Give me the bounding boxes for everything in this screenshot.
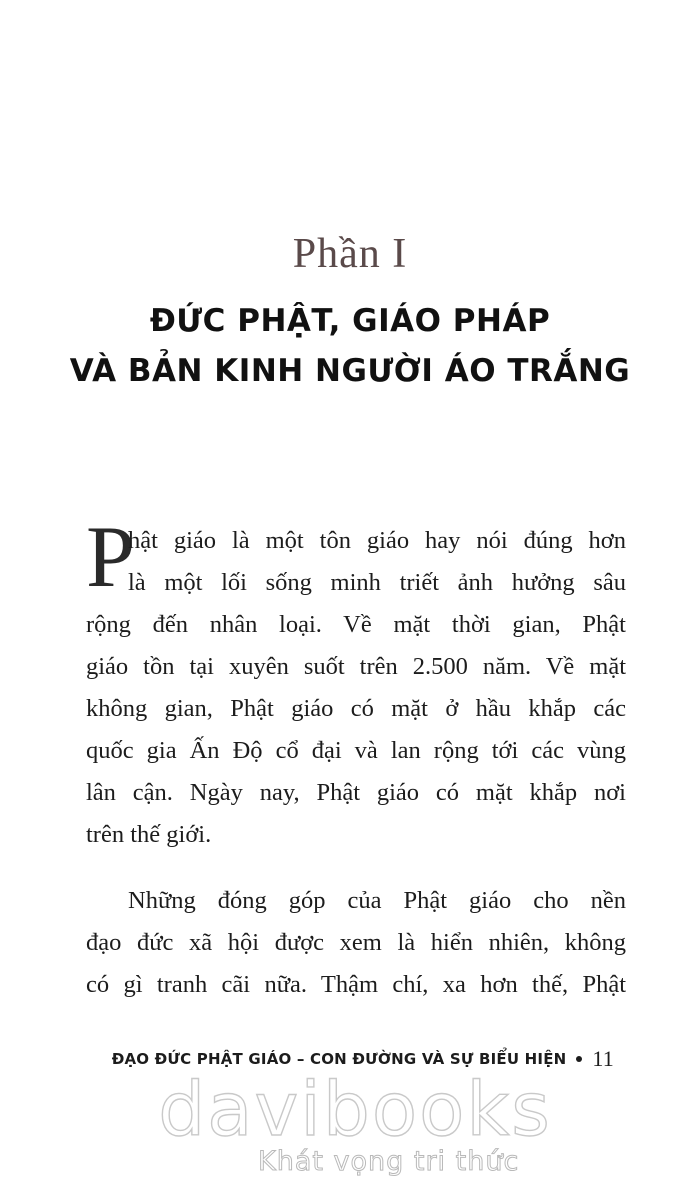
paragraph-line: đạo đức xã hội được xem là hiển nhiên, không: [86, 929, 626, 956]
paragraph-line: không gian, Phật giáo có mặt ở hầu khắp các: [86, 695, 626, 722]
paragraph-line: có gì tranh cãi nữa. Thậm chí, xa hơn thế, Phật: [86, 971, 626, 998]
part-title-line-2: VÀ BẢN KINH NGƯỜI ÁO TRẮNG: [69, 353, 631, 389]
watermark-tagline: Khát vọng tri thức: [258, 1146, 520, 1177]
paragraph-line: giáo tồn tại xuyên suốt trên 2.500 năm. Về mặt: [86, 653, 626, 680]
part-label: Phần I: [292, 231, 408, 277]
drop-cap: P: [86, 509, 135, 606]
paragraph-1: [86, 520, 626, 856]
paragraph-line: là một lối sống minh triết ảnh hưởng sâu: [128, 569, 626, 596]
bullet-icon: [576, 1056, 582, 1062]
paragraph-line: quốc gia Ấn Độ cổ đại và lan rộng tới các vùng: [86, 737, 626, 764]
paragraph-2: [86, 880, 626, 1006]
page-number: 11: [592, 1046, 614, 1071]
paragraph-line: lân cận. Ngày nay, Phật giáo có mặt khắp nơi: [86, 779, 626, 806]
watermark: [0, 1067, 700, 1177]
part-title: [0, 296, 700, 396]
paragraph-line: rộng đến nhân loại. Về mặt thời gian, Phật: [86, 611, 626, 638]
paragraph-line: Những đóng góp của Phật giáo cho nền: [128, 887, 626, 914]
paragraph-line: trên thế giới.: [86, 821, 212, 848]
paragraph-line: hật giáo là một tôn giáo hay nói đúng hơn: [128, 527, 626, 554]
running-title: ĐẠO ĐỨC PHẬT GIÁO – CON ĐƯỜNG VÀ SỰ BIỂU HIỆN: [111, 1050, 567, 1068]
part-title-line-1: ĐỨC PHẬT, GIÁO PHÁP: [149, 303, 551, 339]
watermark-brand: davibooks: [158, 1067, 552, 1153]
